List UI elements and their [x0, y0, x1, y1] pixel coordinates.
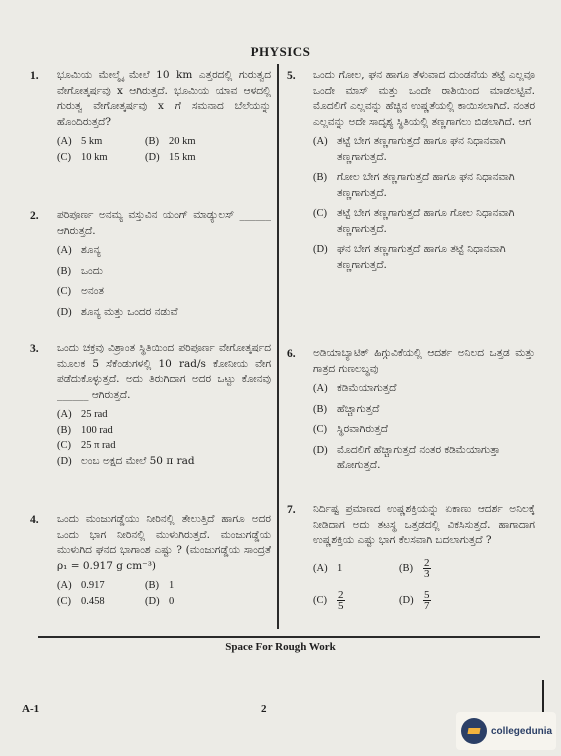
question-text: ಅಡಿಯಾಬ್ಯಾಟಿಕ್ ಹಿಗ್ಗುವಿಕೆಯಲ್ಲಿ ಆದರ್ಶ ಅನಿಲದ ಒತ್ತಡ ಮತ್ತು ಗಾತ್ರದ ಗುಣಲಬ್ಧವು	[313, 347, 535, 375]
option-b[interactable]: (B) ಗೋಲ ಬೇಗ ತಣ್ಣಗಾಗುತ್ತದೆ ಹಾಗೂ ಘನ ನಿಧಾನವಾಗಿ ತಣ್ಣಗಾಗುತ್ತದೆ.	[313, 171, 515, 199]
option-d[interactable]: (D) ಮೊದಲಿಗೆ ಹೆಚ್ಚಾಗುತ್ತದೆ ನಂತರ ಕಡಿಮೆಯಾಗುತ್ತಾ ಹೋಗುತ್ತದೆ.	[313, 443, 501, 471]
option-b[interactable]: (B) ಹೆಚ್ಚಾಗುತ್ತದೆ	[313, 402, 380, 415]
option-c[interactable]: (C) ತಟ್ಟೆ ಬೇಗ ತಣ್ಣಗಾಗುತ್ತದೆ ಹಾಗೂ ಗೋಲ ನಿಧಾನವಾಗಿ ತಣ್ಣಗಾಗುತ್ತದೆ.	[313, 207, 515, 235]
option-a[interactable]: (A) ಕಡಿಮೆಯಾಗುತ್ತದೆ	[313, 382, 397, 394]
question-6	[313, 346, 535, 479]
option-b[interactable]: (B) ಒಂದು	[57, 264, 103, 277]
question-number: 3.	[30, 343, 39, 355]
question-text: ಭೂಮಿಯ ಮೇಲ್ಮೈ ಮೇಲೆ 10 km ಎತ್ತರದಲ್ಲಿ ಗುರುತ್ವದ ವೇಗೋತ್ಕರ್ಷವು x ಆಗಿರುತ್ತದೆ. ಭೂಮಿಯ ಯಾವ ಆಳದಲ್ಲಿ ಗುರುತ್ವ ವೇಗೋತ್ಕರ್ಷವು x ಗೆ ಸಮನಾದ ಬೆಲೆಯನ್ನು ಹೊಂದಿರುತ್ತದೆ?	[57, 69, 271, 128]
option-c[interactable]: (C) 25 π rad	[57, 440, 116, 451]
option-d[interactable]: (D) 0	[145, 595, 175, 607]
rough-work-label: Space For Rough Work	[225, 641, 336, 653]
question-7	[313, 502, 535, 617]
option-c[interactable]: (C) ಅನಂತ	[57, 285, 104, 297]
page-title: PHYSICS	[250, 44, 311, 59]
option-d[interactable]: (D) ಶೂನ್ಯ ಮತ್ತು ಒಂದರ ನಡುವೆ	[57, 305, 178, 318]
question-5	[313, 68, 535, 278]
option-b[interactable]: (B) $\frac{2}{3}$	[399, 557, 430, 580]
option-a[interactable]: (A) 5 km	[57, 136, 103, 147]
page-number: 2	[261, 703, 267, 715]
question-number: 1.	[30, 70, 39, 82]
question-2	[57, 208, 271, 325]
watermark-logo	[456, 712, 556, 750]
option-d[interactable]: (D) $\frac{5}{7}$	[399, 589, 430, 612]
question-number: 5.	[287, 70, 296, 82]
fraction: $\frac{2}{3}$	[424, 557, 430, 580]
question-text: ನಿರ್ದಿಷ್ಟ ಪ್ರಮಾಣದ ಉಷ್ಣಶಕ್ತಿಯನ್ನು ಏಕಾಣು ಆದರ್ಶ ಅನಿಲಕ್ಕೆ ನೀಡಿದಾಗ ಅದು ತಟಸ್ಥ ಒತ್ತಡದಲ್ಲಿ ವಿಕಸಿಸುತ್ತದೆ. ಹಾಗಾದಾಗ ಉಷ್ಣಶಕ್ತಿಯ ಎಷ್ಟು ಭಾಗ ಕೆಲಸವಾಗಿ ಬದಲಾಗುತ್ತದೆ ?	[313, 503, 535, 546]
question-3	[57, 341, 271, 469]
column-divider	[277, 64, 279, 629]
option-c[interactable]: (C) ಸ್ಥಿರವಾಗಿರುತ್ತದೆ	[313, 423, 388, 435]
fraction: $\frac{5}{7}$	[424, 589, 430, 612]
question-text: ಒಂದು ಗೋಲ, ಘನ ಹಾಗೂ ತೆಳುವಾದ ದುಂಡನೆಯ ತಟ್ಟೆ ಎಲ್ಲವೂ ಒಂದೇ ಮಾಸ್ ಮತ್ತು ಒಂದೇ ರಾಶಿಯಿಂದ ಮಾಡಲಟ್ಟಿವೆ. ಮೊದಲಿಗೆ ಎಲ್ಲವನ್ನು ಹೆಚ್ಚಿನ ಉಷ್ಣತೆಯಲ್ಲಿ ಕಾಯಿಸಲಾಗಿದೆ. ನಂತರ ಎಲ್ಲವನ್ನು ಅದೇ ಸಾದೃಶ್ಯ ಸ್ಥಿತಿಯಲ್ಲಿ ತಣ್ಣಗಾಗಲು ಬಿಡಲಾಗಿದೆ. ಆಗ	[313, 69, 535, 128]
graduation-cap-icon	[461, 718, 487, 744]
option-a[interactable]: (A) 1	[313, 562, 343, 574]
fraction: $\frac{2}{5}$	[338, 589, 344, 612]
question-number: 7.	[287, 504, 296, 516]
question-text: ಪರಿಪೂರ್ಣ ಅನಮ್ಯ ವಸ್ತುವಿನ ಯಂಗ್ ಮಾಡ್ಯುಲಸ್ ______ ಆಗಿರುತ್ತದೆ.	[57, 209, 271, 237]
option-d[interactable]: (D) ಘನ ಬೇಗ ತಣ್ಣಗಾಗುತ್ತದೆ ಹಾಗೂ ತಟ್ಟೆ ನಿಧಾನವಾಗಿ ತಣ್ಣಗಾಗುತ್ತದೆ.	[313, 243, 506, 271]
rough-work-divider	[38, 636, 540, 638]
watermark-brand: collegedunia	[491, 725, 553, 737]
option-b[interactable]: (B) 1	[145, 580, 175, 591]
booklet-code: A-1	[22, 703, 40, 715]
option-a[interactable]: (A) 0.917	[57, 580, 105, 591]
question-4	[57, 512, 271, 609]
option-c[interactable]: (C) $\frac{2}{5}$	[313, 589, 344, 612]
option-d[interactable]: (D) ಲಂಬ ಅಕ್ಷದ ಮೇಲೆ 50 π rad	[57, 454, 195, 467]
option-b[interactable]: (B) 100 rad	[57, 424, 113, 436]
option-c[interactable]: (C) 10 km	[57, 151, 108, 163]
option-a[interactable]: (A) 25 rad	[57, 409, 108, 420]
option-c[interactable]: (C) 0.458	[57, 595, 105, 607]
question-number: 2.	[30, 210, 39, 222]
question-text: ಒಂದು ಚಕ್ರವು ವಿಶ್ರಾಂತ ಸ್ಥಿತಿಯಿಂದ ಪರಿಪೂರ್ಣ ವೇಗೋತ್ಕರ್ಷದ ಮೂಲಕ 5 ಸೆಕೆಂಡುಗಳಲ್ಲಿ 10 rad/s ಕೋನೀಯ ವೇಗ ಪಡೆದುಕೊಳ್ಳುತ್ತದೆ. ಅದು ತಿರುಗಿದಾಗ ಅದರ ಒಟ್ಟು ಕೋನವು ______ ಆಗಿರುತ್ತದೆ.	[57, 342, 271, 401]
question-number: 4.	[30, 514, 39, 526]
margin-mark	[542, 680, 544, 712]
question-text: ಒಂದು ಮಂಜುಗಡ್ಡೆಯು ನೀರಿನಲ್ಲಿ ತೇಲುತ್ತಿದೆ ಹಾಗೂ ಅದರ ಒಂದು ಭಾಗ ನೀರಿನಲ್ಲಿ ಮುಳುಗಿರುತ್ತದೆ. ಮಂಜುಗಡ್ಡೆಯ ಮುಳುಗಿದ ಘನದ ಭಾಗಾಂಶ ಎಷ್ಟು ? (ಮಂಜುಗಡ್ಡೆಯ ಸಾಂದ್ರತೆ ρ₁ = 0.917 g cm⁻³)	[57, 513, 271, 572]
question-number: 6.	[287, 348, 296, 360]
option-a[interactable]: (A) ಶೂನ್ಯ	[57, 244, 101, 256]
option-a[interactable]: (A) ತಟ್ಟೆ ಬೇಗ ತಣ್ಣಗಾಗುತ್ತದೆ ಹಾಗೂ ಘನ ನಿಧಾನವಾಗಿ ತಣ್ಣಗಾಗುತ್ತದೆ.	[313, 135, 506, 163]
option-d[interactable]: (D) 15 km	[145, 151, 196, 163]
option-b[interactable]: (B) 20 km	[145, 136, 196, 147]
question-1	[57, 68, 271, 165]
